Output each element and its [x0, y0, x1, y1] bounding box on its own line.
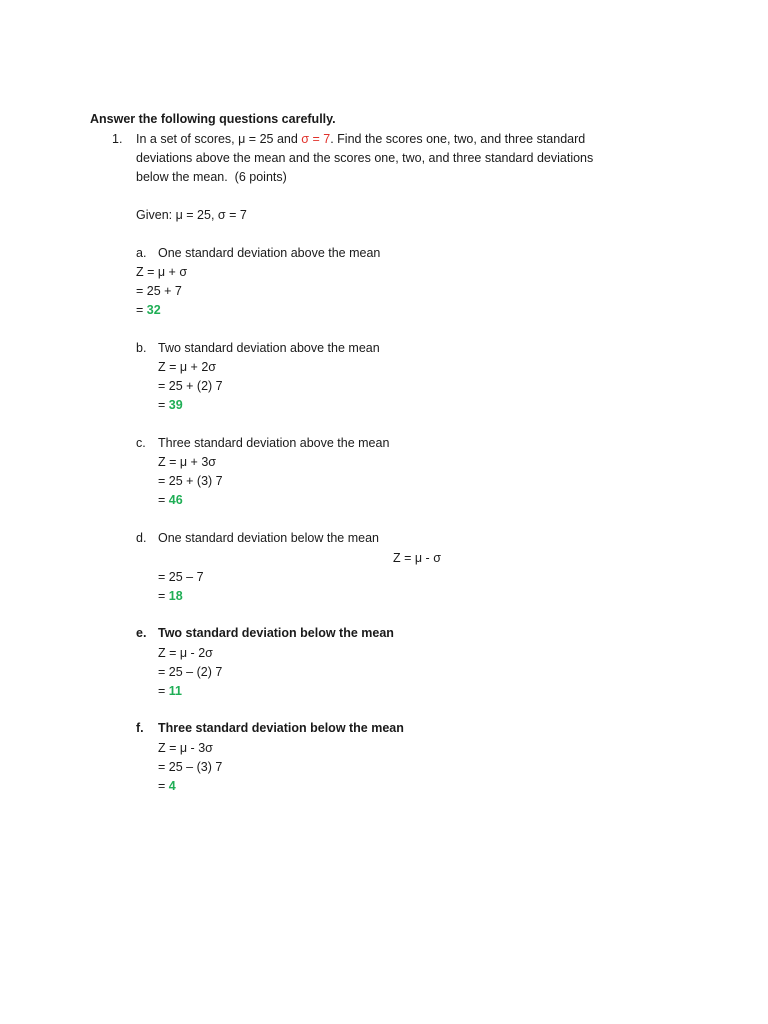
equals-sign: =	[136, 303, 147, 317]
part-e-answer: 11	[168, 684, 182, 698]
part-a-result	[136, 301, 161, 320]
part-d-title: One standard deviation below the mean	[158, 531, 379, 545]
part-c-result	[158, 491, 183, 510]
part-e-title: Two standard deviation below the mean	[158, 626, 394, 640]
equals-sign: =	[158, 493, 169, 507]
part-c-letter: c.	[136, 436, 146, 450]
question-line-3: below the mean. (6 points)	[136, 170, 287, 184]
part-e-formula: Z = μ - 2σ	[158, 646, 213, 660]
given-line: Given: μ = 25, σ = 7	[136, 208, 247, 222]
part-a-substitution: = 25 + 7	[136, 284, 182, 298]
part-e-substitution: = 25 – (2) 7	[158, 665, 223, 679]
part-e-result	[158, 682, 182, 701]
part-a-letter: a.	[136, 246, 147, 260]
part-a-answer: 32	[146, 303, 161, 317]
equals-sign: =	[158, 779, 169, 793]
part-b-title: Two standard deviation above the mean	[158, 341, 380, 355]
part-c-formula: Z = μ + 3σ	[158, 455, 216, 469]
part-f-substitution: = 25 – (3) 7	[158, 760, 223, 774]
part-c-title: Three standard deviation above the mean	[158, 436, 390, 450]
question-line-2: deviations above the mean and the scores one, two, and three standard deviations	[136, 151, 594, 165]
part-f-formula: Z = μ - 3σ	[158, 741, 213, 755]
question-line-1	[136, 130, 585, 149]
part-d-formula: Z = μ - σ	[393, 551, 441, 565]
equals-sign: =	[158, 684, 169, 698]
equals-sign: =	[158, 589, 169, 603]
part-b-formula: Z = μ + 2σ	[158, 360, 216, 374]
part-e-letter: e.	[136, 626, 147, 640]
part-c-answer: 46	[168, 493, 183, 507]
part-a-formula: Z = μ + σ	[136, 265, 188, 279]
part-d-answer: 18	[168, 589, 183, 603]
question-number: 1.	[112, 132, 123, 146]
question-text-start: In a set of scores, μ = 25 and	[136, 132, 302, 146]
instructions-heading: Answer the following questions carefully.	[90, 112, 336, 126]
part-b-letter: b.	[136, 341, 147, 355]
part-d-letter: d.	[136, 531, 147, 545]
part-f-answer: 4	[168, 779, 176, 793]
question-text-end: . Find the scores one, two, and three standard	[330, 132, 586, 146]
part-d-substitution: = 25 – 7	[158, 570, 204, 584]
part-b-substitution: = 25 + (2) 7	[158, 379, 223, 393]
part-d-result	[158, 587, 183, 606]
sigma-highlight: σ = 7	[301, 132, 331, 146]
part-f-result	[158, 777, 176, 796]
part-b-answer: 39	[168, 398, 183, 412]
part-a-title: One standard deviation above the mean	[158, 246, 381, 260]
part-b-result	[158, 396, 183, 415]
part-f-title: Three standard deviation below the mean	[158, 721, 404, 735]
equals-sign: =	[158, 398, 169, 412]
part-c-substitution: = 25 + (3) 7	[158, 474, 223, 488]
part-f-letter: f.	[136, 721, 144, 735]
